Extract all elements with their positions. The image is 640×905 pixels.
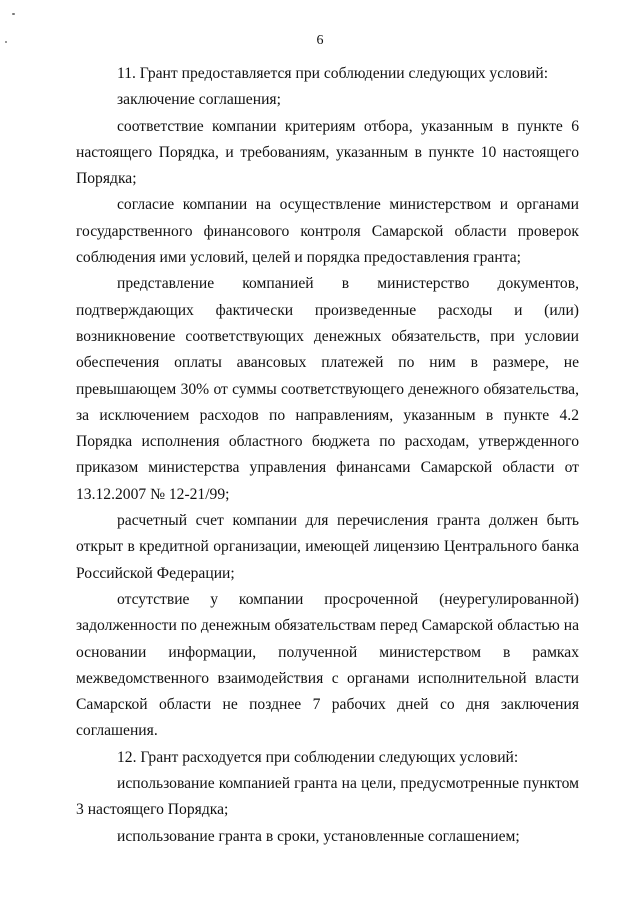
paragraph-condition: представление компанией в министерство документов, подтверждающих фактически произведенные расходы и (или) возникновение соответствующих денежных обязательств, при условии обеспечения оплаты авансовых платежей по ним в размере, не превышающем 30% от суммы соответствующего денежного обязательства, за исключением расходов по направлениям, указанным в пункте 4.2 Порядка исполнения областного бюджета по расходам, утвержденного приказом министерства управления финансами Самарской области от 13.12.2007 № 12-21/99; xyxy=(76,275,579,503)
document-body xyxy=(76,61,579,850)
paragraph-12-heading: 12. Грант расходуется при соблюдении следующих условий: xyxy=(117,748,519,766)
paragraph-condition: отсутствие у компании просроченной (неурегулированной) задолженности по денежным обязательствам перед Самарской областью на основании информации, полученной министерством в рамках межведомственного взаимодействия с органами исполнительной власти Самарской области не позднее 7 рабочих дней со дня заключения соглашения. xyxy=(76,590,579,740)
paragraph-condition: согласие компании на осуществление министерством и органами государственного финансового контроля Самарской области проверок соблюдения ими условий, целей и порядка предоставления гранта; xyxy=(76,196,579,267)
page-number: 6 xyxy=(316,33,324,48)
paragraph-11-heading: 11. Грант предоставляется при соблюдении следующих условий: xyxy=(117,65,549,82)
paragraph-condition: соответствие компании критериям отбора, указанным в пункте 6 настоящего Порядка, и требованиям, указанным в пункте 10 настоящего Порядка; xyxy=(76,117,579,188)
paragraph-condition: использование компанией гранта на цели, предусмотренные пунктом 3 настоящего Порядка; xyxy=(76,775,579,819)
paragraph-condition: использование гранта в сроки, установленные соглашением; xyxy=(117,827,520,845)
paragraph-condition: расчетный счет компании для перечисления гранта должен быть открыт в кредитной организации, имеющей лицензию Центрального банка Российской Федерации; xyxy=(76,512,579,582)
paragraph-condition: заключение соглашения; xyxy=(117,91,281,109)
scan-speck xyxy=(12,13,15,15)
